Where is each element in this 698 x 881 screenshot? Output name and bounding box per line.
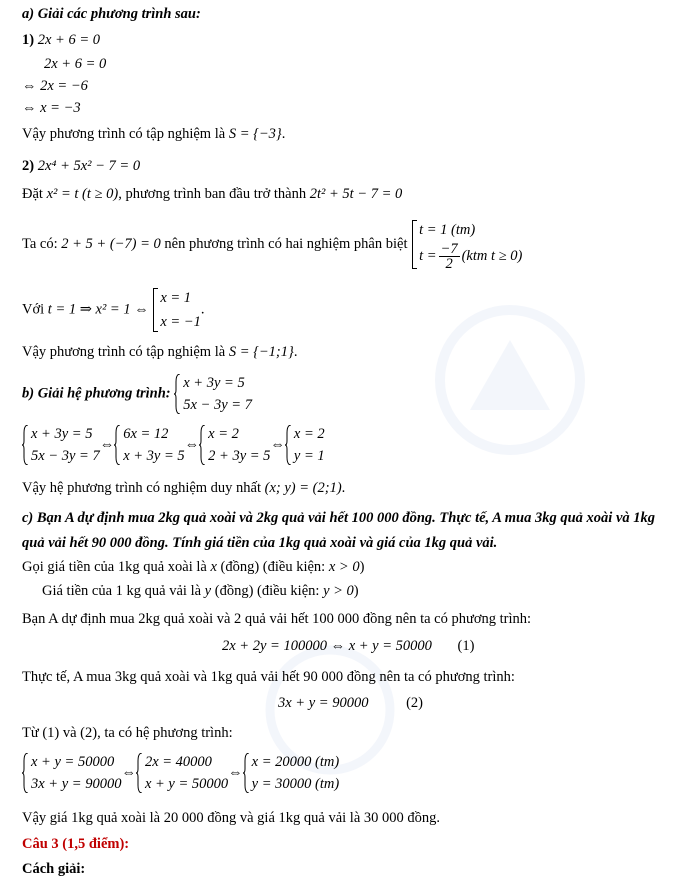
paren-close: ) [353,583,359,599]
period: . [293,344,298,360]
part-b-conclusion [22,479,345,497]
ta-co-text: nên phương trình có hai nghiệm phân biệt [164,235,408,252]
step-1-eq-1: x + 3y = 5 [31,426,93,442]
part-c-heading-line-1: c) Bạn A dự định mua 2kg quả xoài và 2kg quả vải hết 100 000 đồng. Thực tế, A mua 3kg quả xoài và 1kg [22,510,656,526]
price-system-3 [243,751,340,795]
equation-2: 3x + y = 90000 [278,695,369,711]
problem-1-equation: 2x + 6 = 0 [37,32,100,48]
step-1-eq-2: 5x − 3y = 7 [31,448,100,464]
problem-1-line [22,31,100,49]
x-root-2: x = −1 [160,314,201,330]
equivalence-arrow: ⇔ [99,436,115,453]
problem-2-equation: 2x⁴ + 5x² − 7 = 0 [37,158,141,174]
period: . [341,480,346,496]
watermark-logo [430,300,590,460]
part-a-heading: a) Giải các phương trình sau: [22,6,201,22]
price-system-2-eq-1: 2x = 40000 [144,754,212,770]
step-4-eq-2: y = 1 [293,448,325,464]
equivalence-arrow: ⇔ [270,436,285,453]
system-solution-chain [22,423,325,467]
root-2 [419,242,522,271]
step-3-eq-1: x = 2 [208,426,239,442]
solution-label: Cách giải: [22,861,86,877]
variable-x-line [22,558,364,576]
x-roots-bracket [152,286,201,334]
period: . [281,126,286,142]
plan-text: Bạn A dự định mua 2kg quả xoài và 2 quả vải hết 100 000 đồng nên ta có phương trình: [22,611,532,627]
equivalence-arrow: ⇔ [228,764,243,781]
root-2-fraction [439,242,460,271]
solution-set: S = {−1;1} [228,344,294,360]
real-text: Thực tế, A mua 3kg quả xoài và 1kg quả vải hết 90 000 đồng nên ta có phương trình: [22,669,515,685]
roots-bracket [411,218,522,271]
period: . [200,301,205,318]
equivalence-arrow: ⇔ [121,764,136,781]
fraction-denominator: 2 [445,256,453,272]
root-2-prefix: t = [419,247,437,264]
equation-2-line [278,694,423,712]
x-root-1: x = 1 [160,290,192,306]
equation-2-tag: (2) [406,695,423,711]
price-system-1-eq-2: 3x + y = 90000 [31,776,122,792]
variable-y-condition: y > 0 [323,583,354,599]
system-given [174,372,252,416]
variable-x-text: Gọi giá tiền của 1kg quả xoài là [22,559,207,575]
problem-1-conclusion [22,125,285,143]
voi-expr: t = 1 ⇒ x² = 1 ⇔ [47,301,149,318]
system-step-2 [114,423,184,467]
voi-line [22,286,204,334]
price-system-2 [136,751,228,795]
equation-1-line [222,637,474,655]
equation-1-tag: (1) [457,638,475,654]
problem-1-step-1: 2x + 6 = 0 [44,56,107,72]
problem-1-number: 1) [22,32,35,48]
step-2-eq-2: x + 3y = 5 [123,448,185,464]
variable-y: y [204,583,212,599]
system-step-1 [22,423,100,467]
paren-close: ) [359,559,365,575]
equivalence-arrow: ⇔ [184,436,200,453]
system-eq-1: x + 3y = 5 [183,375,245,391]
price-system-1-eq-1: x + y = 50000 [31,754,115,770]
ta-co-expr: 2 + 5 + (−7) = 0 [61,235,161,252]
price-system-3-eq-2: y = 30000 (tm) [251,776,340,792]
variable-y-mid: (đồng) (điều kiện: [214,583,320,599]
variable-y-line [42,582,359,600]
system-eq-2: 5x − 3y = 7 [183,397,252,413]
question-3-title: Câu 3 (1,5 điểm): [22,836,130,852]
problem-1-step-2: ⇔ 2x = −6 [22,78,88,94]
step-2-eq-1: 6x = 12 [123,426,169,442]
voi-label: Với [22,301,45,318]
problem-2-line [22,157,140,175]
variable-x-condition: x > 0 [328,559,360,575]
step-4-eq-1: x = 2 [293,426,325,442]
problem-2-conclusion [22,343,297,361]
system-step-4 [285,423,325,467]
problem-2-number: 2) [22,158,35,174]
part-c-heading-line-2: quả vải hết 90 000 đồng. Tính giá tiền của 1kg quả xoài và giá của 1kg quả vải. [22,535,498,551]
conclusion-text: Vậy phương trình có tập nghiệm là [22,126,226,142]
root-1: t = 1 (tm) [419,222,476,238]
substitution-line [22,185,402,203]
part-b-heading: b) Giải hệ phương trình: [22,385,171,402]
variable-y-text: Giá tiền của 1 kg quả vải là [42,583,202,599]
variable-x-mid: (đồng) (điều kiện: [220,559,326,575]
equation-1: 2x + 2y = 100000 ⇔ x + y = 50000 [222,638,432,654]
price-system-1 [22,751,121,795]
substitution-expr: x² = t (t ≥ 0) [46,186,119,202]
step-3-eq-2: 2 + 3y = 5 [208,448,271,464]
part-c-conclusion: Vậy giá 1kg quả xoài là 20 000 đồng và giá 1kg quả vải là 30 000 đồng. [22,810,441,826]
substitution-mid: , phương trình ban đầu trở thành [118,186,307,202]
ta-co-label: Ta có: [22,235,58,252]
ta-co-line [22,218,522,271]
unique-solution: (x; y) = (2;1) [264,480,342,496]
conclusion-text: Vậy phương trình có tập nghiệm là [22,344,226,360]
substitution-prefix: Đặt [22,186,43,202]
system-step-3 [199,423,270,467]
combine-text: Từ (1) và (2), ta có hệ phương trình: [22,725,233,741]
variable-x: x [210,559,217,575]
conclusion-text: Vậy hệ phương trình có nghiệm duy nhất [22,480,262,496]
fraction-numerator: −7 [440,241,458,257]
price-system-2-eq-2: x + y = 50000 [144,776,229,792]
part-b-heading-line [22,372,252,416]
price-system-3-eq-1: x = 20000 (tm) [251,754,340,770]
problem-1-step-3: ⇔ x = −3 [22,100,81,116]
solution-set: S = {−3} [228,126,282,142]
root-2-note: (ktm t ≥ 0) [461,247,523,264]
substitution-equation: 2t² + 5t − 7 = 0 [309,186,403,202]
price-system-chain [22,751,339,795]
